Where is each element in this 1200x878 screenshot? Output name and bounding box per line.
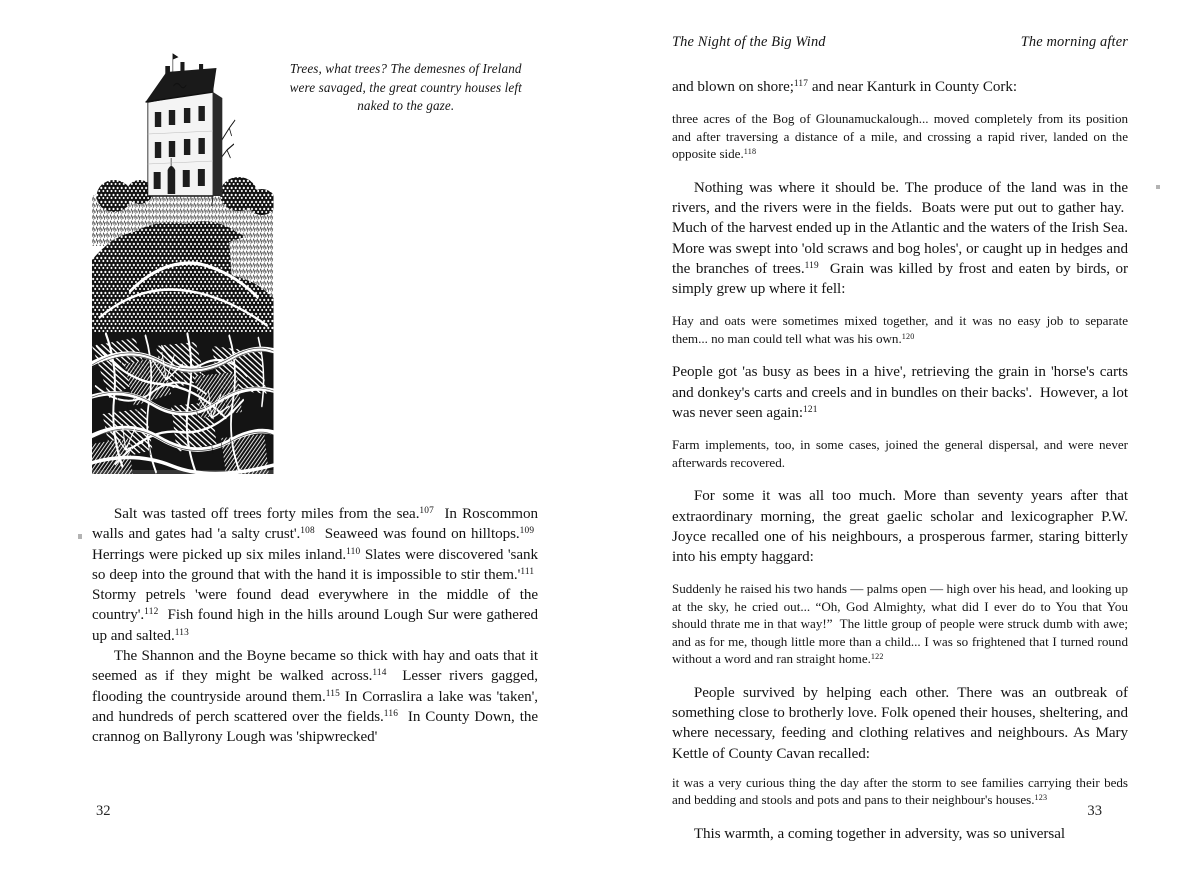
spacer: [672, 764, 1128, 774]
footnote-ref-109: 109: [519, 526, 535, 537]
running-head-recto-title: The morning after: [1020, 34, 1128, 50]
paragraph-text: In County Down, the crannog on Ballyrony Lough was 'shipwrecked': [92, 708, 538, 746]
paragraph-text: and blown on shore;: [672, 79, 794, 95]
paragraph-this-warmth: This warmth, a coming together in adversity, was so universal: [693, 825, 1066, 842]
paragraph-text: Herrings were picked up six miles inland.: [92, 526, 538, 563]
paragraph-text: Fish found high in the hills around Lough Sur were gathered up and salted.: [92, 607, 538, 644]
spacer: [672, 299, 1128, 312]
footnote-ref-115: 115: [325, 688, 341, 699]
paragraph: [92, 646, 538, 747]
paragraph-text: Seaweed was found on hilltops.: [314, 526, 520, 543]
paragraph-continued: [672, 77, 1128, 97]
footnote-ref-110: 110: [346, 546, 361, 557]
spacer: [672, 567, 1128, 580]
scan-artifact-speck: [78, 534, 82, 539]
block-quote-hay-and-oats: [672, 312, 1128, 347]
left-page-body: [92, 504, 538, 748]
paragraph-text: Slates were discovered 'sank so deep into the ground that with the hand it is impossible to stir them.': [92, 546, 538, 583]
page-number-left: 32: [96, 803, 111, 819]
tangled-fallen-trees: [92, 332, 274, 474]
footnote-ref-108: 108: [300, 526, 315, 537]
spacer: [672, 423, 1128, 436]
footnote-ref-107: 107: [419, 506, 435, 517]
paragraph-people-got-busy: [672, 362, 1128, 423]
running-head: [672, 34, 1128, 51]
quote-text: Hay and oats were sometimes mixed together, and it was no easy job to separate them... no man could tell what was his own.: [672, 313, 1128, 346]
footnote-ref-111: 111: [520, 567, 535, 578]
paragraph-text: Grain was killed by frost and eaten by birds, or simply grew up where it fell:: [672, 260, 1128, 298]
spacer: [672, 163, 1128, 178]
paragraph-text: Stormy petrels 'were found dead everywhere in the middle of the country'.: [92, 566, 538, 624]
footnote-ref-123: 123: [1034, 793, 1048, 803]
block-quote-mary-kettle: [672, 774, 1128, 809]
spacer: [672, 97, 1128, 110]
right-page-content: [672, 34, 1128, 844]
footnote-ref-120: 120: [901, 331, 915, 341]
figure-caption: Trees, what trees? The demesnes of Ireland were savaged, the great country houses left naked to the gaze.: [289, 61, 522, 114]
paragraph-text: In Corraslira a lake was 'taken', and hundreds of perch scattered over the fields.: [92, 688, 538, 725]
paragraph-text: Lesser rivers gagged, flooding the countryside around them.: [92, 668, 538, 705]
figure-woodcut: [92, 46, 538, 474]
paragraph-text: The Shannon and the Boyne became so thick with hay and oats that it seemed as if they might be walked across.: [92, 648, 538, 685]
footnote-ref-122: 122: [870, 652, 884, 662]
running-head-verso-title: The Night of the Big Wind: [672, 34, 826, 50]
block-quote-joyce-neighbour: [672, 580, 1128, 667]
footnote-ref-121: 121: [802, 405, 818, 416]
paragraph-text: In Roscommon walls and gates had 'a salty crust'.: [92, 506, 538, 543]
right-page: [600, 0, 1200, 878]
footnote-ref-117: 117: [793, 79, 809, 90]
page-number-right: 33: [1087, 803, 1102, 819]
footnote-ref-118: 118: [743, 147, 757, 157]
left-page-content: [92, 46, 538, 748]
footnote-ref-114: 114: [372, 668, 387, 679]
footnote-ref-112: 112: [144, 607, 159, 618]
spacer: [672, 347, 1128, 362]
paragraph-text: and near Kanturk in County Cork:: [808, 79, 1017, 95]
block-quote-glounamuckalough: [672, 110, 1128, 162]
spacer: [672, 809, 1128, 824]
paragraph: [92, 504, 538, 646]
right-page-body: [672, 77, 1128, 844]
paragraph-for-some-it-was: For some it was all too much. More than seventy years after that extraordinary morning, the great gaelic scholar and lexicographer P.W. Joyce recalled one of his neighbours, a prosperous farmer, staring bitterly into his empty haggard:: [672, 488, 1128, 566]
footnote-ref-116: 116: [383, 709, 399, 720]
paragraph-text: People got 'as busy as bees in a hive', retrieving the grain in 'horse's carts and donkey's carts and creels and in bundles on their backs'. However, a lot was never seen again:: [672, 364, 1128, 422]
quote-text: three acres of the Bog of Glounamuckalough... moved completely from its position and after traversing a distance of a mile, and crossing a rapid river, landed on the opposite side.: [672, 111, 1128, 162]
spacer: [672, 668, 1128, 683]
paragraph-text: Nothing was where it should be. The produce of the land was in the rivers, and the rivers were in the fields. Boats were put out to gather hay. Much of the harvest ended up in the Atlantic and the waters of the Irish Sea. More was swept into 'old scraws and bog holes', or caught up in hedges and the branches of trees.: [672, 179, 1128, 277]
paragraph-text: Salt was tasted off trees forty miles from the sea.: [113, 506, 420, 522]
paragraph-nothing-was-where: [672, 178, 1128, 300]
quote-text: Suddenly he raised his two hands — palms open — high over his head, and looking up at the sky, he cried out... “Oh, God Almighty, what did I ever do to You that You should thrate me in that way!” The little group of people were struck dumb with awe; and as for me, though little more than a child... I was so frightened that I turned round without a word and ran straight home.: [672, 581, 1128, 667]
woodcut-illustration-country-house-uprooted-trees: [92, 46, 274, 474]
block-quote-farm-implements: Farm implements, too, in some cases, joined the general dispersal, and were never afterwards recovered.: [672, 437, 1128, 470]
scan-artifact-speck-right: [1156, 185, 1160, 189]
footnote-ref-119: 119: [804, 261, 819, 272]
footnote-ref-113: 113: [174, 627, 190, 638]
spacer: [672, 471, 1128, 486]
quote-text: it was a very curious thing the day after the storm to see families carrying their beds and bedding and stools and pots and pans to their neighbour's houses.: [672, 774, 1128, 808]
paragraph-people-survived: People survived by helping each other. There was an outbreak of something close to brotherly love. Folk opened their houses, sheltering, and where necessary, feeding and clothing relatives and neighbours. As Mary Kettle of County Cavan recalled:: [672, 684, 1128, 762]
